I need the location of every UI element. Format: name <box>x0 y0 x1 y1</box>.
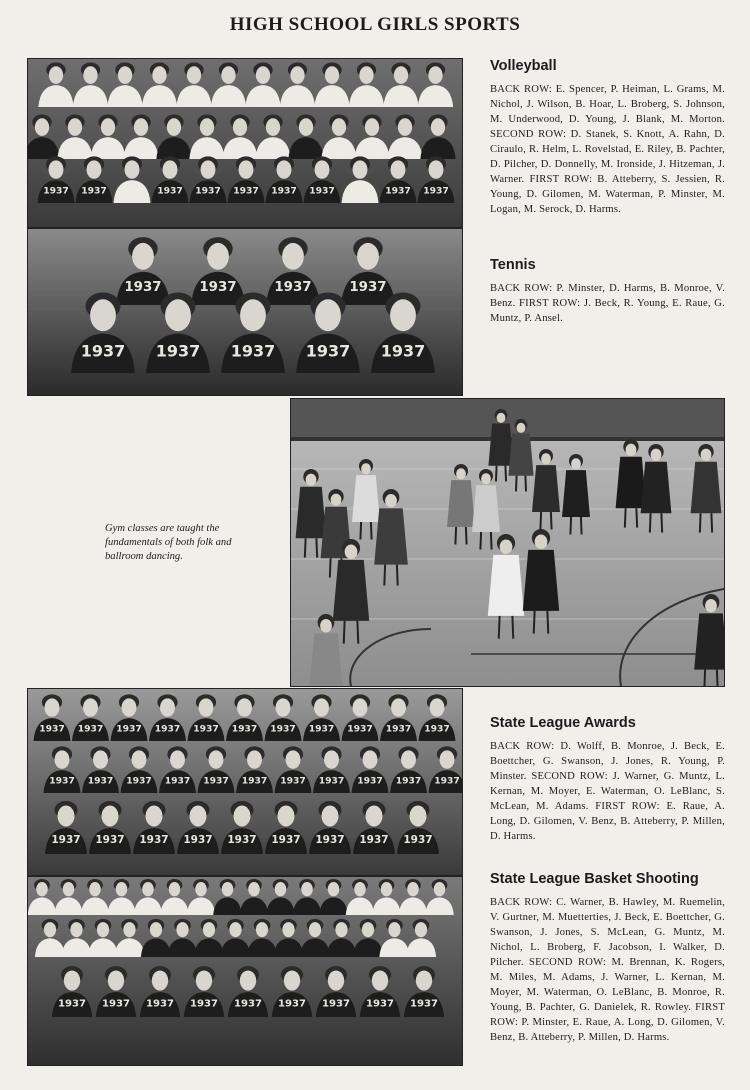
jersey-number: 1937 <box>385 723 412 735</box>
jersey-number: 1937 <box>145 998 175 1010</box>
jersey-number: 1937 <box>270 723 296 735</box>
jersey-number: 1937 <box>203 775 229 787</box>
jersey-number: 1937 <box>309 185 335 197</box>
jersey-number: 1937 <box>231 723 258 735</box>
jersey-number: 1937 <box>49 775 75 787</box>
jersey-number: 1937 <box>277 998 307 1010</box>
tennis-team-photo <box>27 228 463 396</box>
jersey-number: 1937 <box>347 723 373 735</box>
jersey-number: 1937 <box>365 998 395 1010</box>
jersey-number: 1937 <box>305 341 351 361</box>
jersey-number: 1937 <box>395 775 422 787</box>
jersey-number: 1937 <box>193 723 219 735</box>
jersey-number: 1937 <box>321 998 351 1010</box>
jersey-number: 1937 <box>87 775 114 787</box>
tennis-roster: BACK ROW: P. Minster, D. Harms, B. Monroe, V. Benz. FIRST ROW: J. Beck, R. Young, E. Raue, G. Muntz, P. Ansel. <box>490 283 725 324</box>
jersey-number: 1937 <box>95 834 125 846</box>
jersey-number: 1937 <box>199 279 237 295</box>
volleyball-roster: BACK ROW: E. Spencer, P. Heiman, L. Grams, M. Nichol, J. Wilson, B. Hoar, L. Broberg, S. Johnson, M. Underwood, D. Young, J. Blank, M. Morton. SECOND ROW: D. Stanek, S. Knott, A. Rahn, D. Ciraulo, R. Helm, L. Rovelstad, E. Riley, B. Pachter, D. Pilcher, D. Donnelly, M. Ironside, J. Hitzeman, J. Warner. FIRST ROW: B. Atteberry, S. Jessien, R. Young, D. Gilomen, M. Waterman, P. Minster, M. Logan, M. Serock, D. Harms. <box>490 84 725 215</box>
jersey-number: 1937 <box>274 279 312 295</box>
gym-dancing-photo <box>290 398 725 687</box>
photo-caption: Gym classes are taught the fundamentals of both folk and ballroom dancing. <box>105 523 232 562</box>
tennis-heading: Tennis <box>490 257 536 273</box>
jersey-number: 1937 <box>154 723 181 735</box>
jersey-number: 1937 <box>380 341 426 361</box>
jersey-number: 1937 <box>77 723 104 735</box>
state-league-awards-roster: BACK ROW: D. Wolff, B. Monroe, J. Beck, E. Boettcher, G. Swanson, J. Jones, R. Young, P. Minster. SECOND ROW: J. Warner, G. Muntz, L. Kernan, M. Moyer, E. Waterman, O. LeBlanc, S. McLean, M. Adams. FIRST ROW: E. Raue, A. Long, D. Gilomen, V. Benz, B. Atteberry, P. Millen, D. Harms. <box>490 741 725 842</box>
jersey-number: 1937 <box>349 279 387 295</box>
jersey-number: 1937 <box>357 775 383 787</box>
jersey-number: 1937 <box>230 341 276 361</box>
jersey-number: 1937 <box>315 834 345 846</box>
state-league-awards-photo <box>27 688 463 876</box>
jersey-number: 1937 <box>271 834 301 846</box>
jersey-number: 1937 <box>318 775 345 787</box>
state-league-awards-heading: State League Awards <box>490 715 636 731</box>
jersey-number: 1937 <box>434 775 460 787</box>
volleyball-team-photo <box>27 58 463 228</box>
page-title: HIGH SCHOOL GIRLS SPORTS <box>229 14 521 35</box>
jersey-number: 1937 <box>359 834 389 846</box>
jersey-number: 1937 <box>227 834 257 846</box>
jersey-number: 1937 <box>39 723 65 735</box>
jersey-number: 1937 <box>101 998 131 1010</box>
jersey-number: 1937 <box>157 185 183 197</box>
jersey-number: 1937 <box>271 185 297 197</box>
jersey-number: 1937 <box>385 185 411 197</box>
jersey-number: 1937 <box>80 341 126 361</box>
jersey-number: 1937 <box>116 723 142 735</box>
basket-shooting-photo <box>27 876 463 1066</box>
jersey-number: 1937 <box>241 775 268 787</box>
jersey-number: 1937 <box>183 834 213 846</box>
jersey-number: 1937 <box>424 723 450 735</box>
jersey-number: 1937 <box>409 998 439 1010</box>
jersey-number: 1937 <box>155 341 201 361</box>
jersey-number: 1937 <box>43 185 69 197</box>
jersey-number: 1937 <box>81 185 107 197</box>
jersey-number: 1937 <box>57 998 87 1010</box>
jersey-number: 1937 <box>403 834 433 846</box>
jersey-number: 1937 <box>126 775 152 787</box>
basket-shooting-heading: State League Basket Shooting <box>490 871 699 887</box>
jersey-number: 1937 <box>280 775 306 787</box>
jersey-number: 1937 <box>139 834 169 846</box>
volleyball-heading: Volleyball <box>490 58 557 74</box>
jersey-number: 1937 <box>423 185 449 197</box>
jersey-number: 1937 <box>308 723 335 735</box>
jersey-number: 1937 <box>164 775 191 787</box>
jersey-number: 1937 <box>195 185 221 197</box>
jersey-number: 1937 <box>51 834 81 846</box>
basket-shooting-roster: BACK ROW: C. Warner, B. Hawley, M. Ruemelin, V. Gurtner, M. Muetterties, J. Beck, E. Boettcher, G. Swanson, J. Jones, S. McLean, G. Muntz, M. Nichol, L. Broberg, F. Jacobson, I. Walker, D. Pilcher. SECOND ROW: M. Brennan, K. Rogers, M. Miles, M. Adams, J. Warner, L. Kernan, M. Moyer, M. Waterman, O. LeBlanc, B. Monroe, R. Young, B. Pachter, G. Danielek, R. Rowley. FIRST ROW: P. Minster, E. Raue, A. Long, D. Gilomen, V. Benz, B. Atteberry, P. Millen, D. Harms. <box>490 897 725 1043</box>
jersey-number: 1937 <box>189 998 219 1010</box>
jersey-number: 1937 <box>124 279 162 295</box>
jersey-number: 1937 <box>233 185 259 197</box>
jersey-number: 1937 <box>233 998 263 1010</box>
